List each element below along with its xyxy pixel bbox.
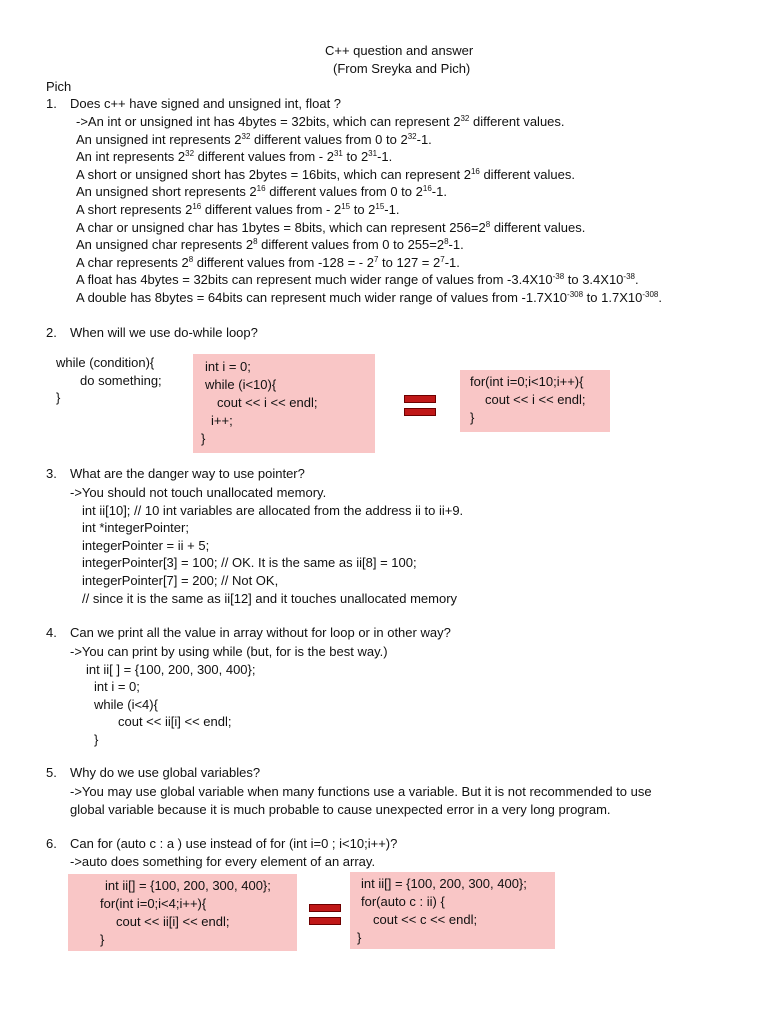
code-line: int *integerPointer;	[82, 520, 189, 536]
q2-number: 2.	[46, 325, 57, 340]
answer-line: ->You may use global variable when many functions use a variable. But it is not recommended to use	[70, 784, 652, 799]
code-line: int i = 0;	[94, 679, 140, 695]
code-line: cout << i << endl;	[485, 392, 586, 407]
code-line: int ii[10]; // 10 int variables are allocated from the address ii to ii+9.	[82, 502, 464, 518]
document-subtitle: (From Sreyka and Pich)	[333, 61, 471, 76]
q2-pseudocode	[56, 354, 162, 407]
q1-line: An int represents $2^{32}$ different values from - $2^{31}$ to $2^{31}-1$.	[76, 149, 393, 165]
q1-line: An unsigned char represents $2^8$ different values from 0 to $255=2^8-1$.	[76, 237, 464, 253]
q1-line: A char or unsigned char has 1bytes = 8bits, which can represent $256=2^8$ different values.	[76, 219, 586, 235]
q6-answer: ->auto does something for every element of an array.	[70, 854, 376, 869]
code-line: }	[470, 410, 475, 425]
code-line: do something;	[80, 372, 162, 388]
code-line: }	[357, 930, 362, 945]
q3-question: What are the danger way to use pointer?	[70, 466, 305, 481]
code-line: cout << ii[i] << endl;	[116, 914, 230, 929]
q1-answer	[76, 113, 662, 307]
q5-answer	[70, 783, 652, 818]
q1-line: An unsigned int represents $2^{32}$ different values from 0 to $2^{32}-1$.	[76, 131, 432, 147]
q2-question: When will we use do-while loop?	[70, 325, 258, 340]
q6-number: 6.	[46, 836, 57, 851]
code-line: }	[100, 932, 105, 947]
code-line: for(int i=0;i<4;i++){	[100, 896, 207, 911]
q1-question: Does c++ have signed and unsigned int, float ?	[70, 96, 342, 111]
q5-number: 5.	[46, 765, 57, 780]
code-line: int ii[ ] = {100, 200, 300, 400};	[86, 661, 256, 677]
answer-line: ->You should not touch unallocated memory.	[70, 485, 327, 500]
q4-number: 4.	[46, 625, 57, 640]
q3-answer	[70, 484, 463, 607]
q6-for-code-box	[68, 874, 297, 951]
author-name: Pich	[46, 79, 72, 94]
code-line: while (i<10){	[205, 377, 277, 392]
code-line: i++;	[211, 413, 233, 428]
q2-for-code-box	[460, 370, 610, 432]
q2-while-code-box	[193, 354, 375, 453]
code-line: }	[56, 390, 61, 406]
q1-line: A short or unsigned short has 2bytes = 16bits, which can represent $2^{16}$ different values.	[76, 166, 575, 182]
code-line: while (condition){	[56, 355, 155, 370]
q6-question: Can for (auto c : a ) use instead of for (int i=0 ; i<10;i++)?	[70, 836, 398, 851]
q3-number: 3.	[46, 466, 57, 481]
code-line: cout << c << endl;	[373, 912, 478, 927]
code-line: integerPointer[3] = 100; // OK. It is the same as ii[8] = 100;	[82, 555, 417, 571]
q1-line: A float has 4bytes = 32bits can represent much wider range of values from $-3.4X10^{-38}$ to $3.4X10^{-38}$.	[76, 272, 639, 288]
q1-line: A double has 8bytes = 64bits can represent much wider range of values from $-1.7X10^{-308}$ to $1.7X10^{-308}$.	[76, 289, 662, 305]
code-line: cout << i << endl;	[217, 395, 318, 410]
code-line: integerPointer = ii + 5;	[82, 537, 210, 553]
q4-question: Can we print all the value in array without for loop or in other way?	[70, 625, 451, 640]
q1-line: A char represents $2^8$ different values from -128 = - $2^7$ to $127 = 2^7-1$.	[76, 254, 460, 270]
code-line: for(int i=0;i<10;i++){	[470, 374, 584, 389]
q4-answer	[70, 643, 388, 749]
document-title: C++ question and answer	[325, 43, 474, 58]
code-line: while (i<4){	[94, 696, 158, 712]
answer-line: global variable because it is much probable to cause unexpected error in a very long program.	[70, 801, 611, 817]
code-line: int i = 0;	[205, 359, 251, 374]
code-line: int ii[] = {100, 200, 300, 400};	[361, 876, 527, 891]
code-line: int ii[] = {100, 200, 300, 400};	[105, 878, 271, 893]
q1-line: A short represents $2^{16}$ different values from - $2^{15}$ to $2^{15}-1$.	[76, 201, 400, 217]
q1-line: ->An int or unsigned int has 4bytes = 32bits, which can represent $2^{32}$ different values.	[76, 114, 565, 129]
code-line: integerPointer[7] = 200; // Not OK,	[82, 572, 279, 588]
code-line: // since it is the same as ii[12] and it touches unallocated memory	[82, 590, 458, 606]
q1-line: An unsigned short represents $2^{16}$ different values from 0 to $2^{16}-1$.	[76, 184, 447, 200]
code-line: for(auto c : ii) {	[361, 894, 445, 909]
equals-icon	[309, 904, 341, 927]
code-line: }	[201, 431, 206, 446]
answer-line: ->You can print by using while (but, for is the best way.)	[70, 644, 388, 659]
code-line: cout << ii[i] << endl;	[118, 714, 232, 730]
q1-number: 1.	[46, 96, 57, 111]
code-line: }	[94, 731, 99, 747]
q5-question: Why do we use global variables?	[70, 765, 261, 780]
equals-icon	[404, 395, 436, 418]
q6-auto-code-box	[350, 872, 555, 949]
